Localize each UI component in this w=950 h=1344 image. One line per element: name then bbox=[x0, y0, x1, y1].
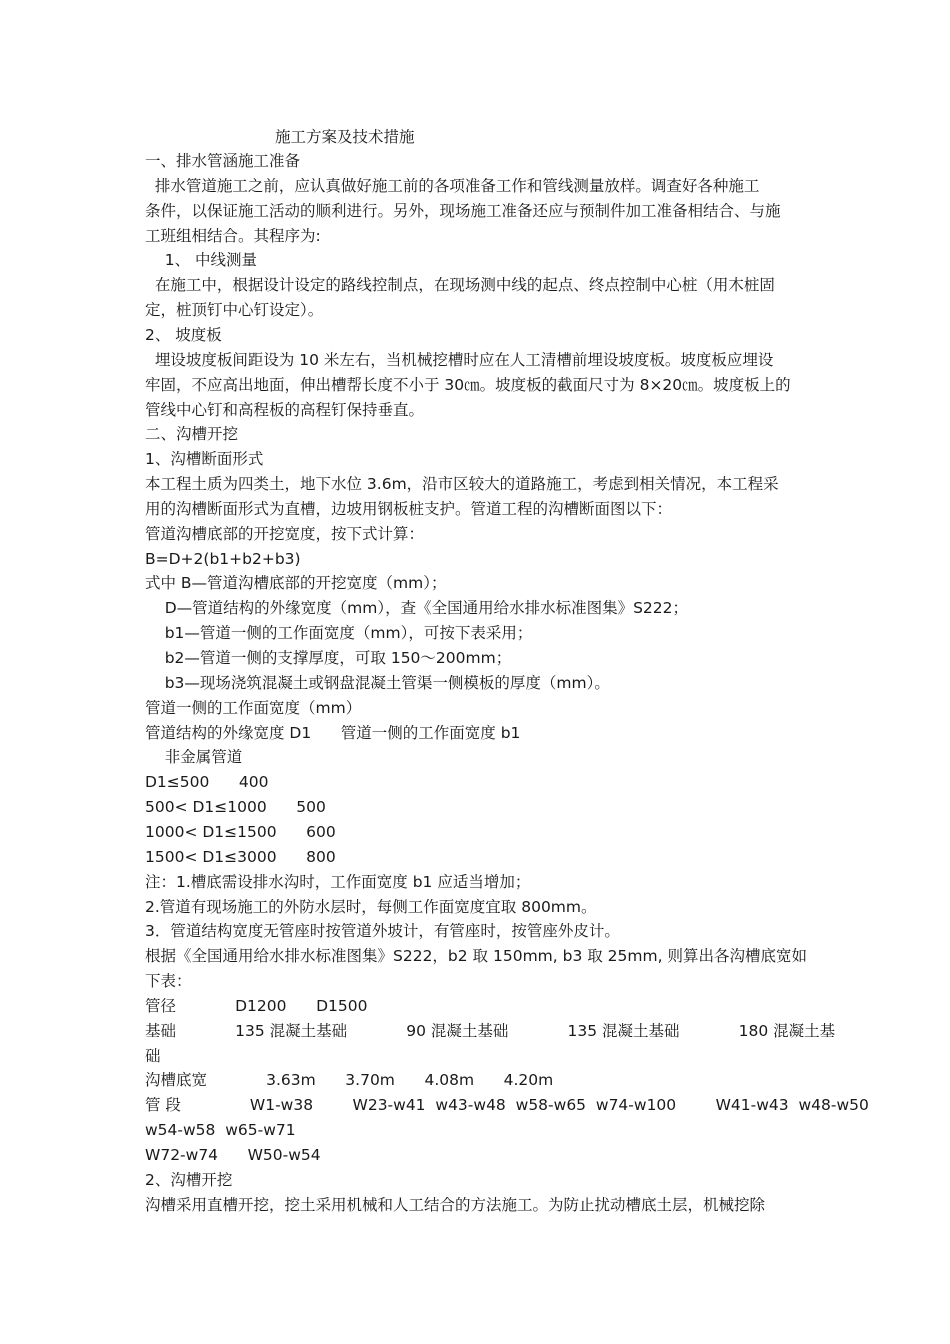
text-line: 1000< D1≤1500 600 bbox=[145, 822, 336, 841]
text-line: 1、沟槽断面形式 bbox=[145, 450, 264, 469]
text-line: 基础 135 混凝土基础 90 混凝土基础 135 混凝土基础 180 混凝土基 bbox=[145, 1021, 836, 1040]
text-line: 管道结构的外缘宽度 D1 管道一侧的工作面宽度 b1 bbox=[145, 723, 521, 742]
text-line: 2、沟槽开挖 bbox=[145, 1170, 233, 1189]
text-line: W72-w74 W50-w54 bbox=[145, 1146, 321, 1164]
text-line: b3—现场浇筑混凝土或钢盘混凝土管渠一侧模板的厚度（mm）。 bbox=[145, 673, 610, 692]
page-title: 施工方案及技术措施 bbox=[275, 128, 415, 146]
text-line: 式中 B—管道沟槽底部的开挖宽度（mm）； bbox=[145, 574, 447, 593]
text-line: D—管道结构的外缘宽度（mm），查《全国通用给水排水标准图集》S222； bbox=[145, 599, 689, 618]
text-line: 二、沟槽开挖 bbox=[145, 425, 239, 444]
text-line: 下表： bbox=[145, 972, 192, 991]
text-line: 1、 中线测量 bbox=[145, 251, 257, 270]
text-line: 础 bbox=[145, 1046, 161, 1065]
text-line: 非金属管道 bbox=[145, 748, 243, 767]
text-line: 牢固，不应高出地面，伸出槽帮长度不小于 30㎝。坡度板的截面尺寸为 8×20㎝。坡度板上的 bbox=[145, 375, 791, 394]
text-line: 2.管道有现场施工的外防水层时，每侧工作面宽度宜取 800mm。 bbox=[145, 897, 597, 916]
text-line: B=D+2(b1+b2+b3) bbox=[145, 549, 301, 568]
text-line: 3．管道结构宽度无管座时按管道外坡计，有管座时，按管座外皮计。 bbox=[145, 922, 620, 941]
text-line: 沟槽底宽 3.63m 3.70m 4.08m 4.20m bbox=[145, 1071, 554, 1090]
text-line: 2、 坡度板 bbox=[145, 325, 222, 344]
text-line: D1≤500 400 bbox=[145, 773, 269, 792]
text-line: 管道沟槽底部的开挖宽度，按下式计算： bbox=[145, 524, 425, 543]
text-line: 一、排水管涵施工准备 bbox=[145, 152, 301, 170]
text-line: 本工程土质为四类土，地下水位 3.6m，沿市区较大的道路施工，考虑到相关情况，本工程采 bbox=[145, 475, 779, 494]
text-line: 1500< D1≤3000 800 bbox=[145, 847, 336, 866]
text-line: 埋设坡度板间距设为 10 米左右，当机械挖槽时应在人工清槽前埋设坡度板。坡度板应埋设 bbox=[145, 350, 774, 369]
text-line: 管径 D1200 D1500 bbox=[145, 996, 368, 1015]
text-line: 用的沟槽断面形式为直槽，边坡用钢板桩支护。管道工程的沟槽断面图以下： bbox=[145, 499, 673, 518]
text-line: b1—管道一侧的工作面宽度（mm），可按下表采用； bbox=[145, 624, 533, 643]
text-line: 条件，以保证施工活动的顺利进行。另外，现场施工准备还应与预制件加工准备相结合、与施 bbox=[145, 201, 781, 220]
text-line: b2—管道一侧的支撑厚度，可取 150～200mm； bbox=[145, 649, 512, 667]
text-line: 排水管道施工之前，应认真做好施工前的各项准备工作和管线测量放样。调查好各种施工 bbox=[145, 176, 760, 195]
text-line: 在施工中，根据设计设定的路线控制点，在现场测中线的起点、终点控制中心桩（用木桩固 bbox=[145, 276, 775, 295]
text-line: 管道一侧的工作面宽度（mm） bbox=[145, 698, 362, 717]
text-line: 管线中心钉和高程板的高程钉保持垂直。 bbox=[145, 400, 425, 419]
text-line: 管 段 W1-w38 W23-w41 w43-w48 w58-w65 w74-w100 W41-w43 w48-w50 bbox=[145, 1096, 869, 1115]
text-line: 注：1.槽底需设排水沟时，工作面宽度 b1 应适当增加； bbox=[145, 872, 531, 891]
text-line: w54-w58 w65-w71 bbox=[145, 1121, 296, 1140]
text-line: 定，桩顶钉中心钉设定）。 bbox=[145, 301, 324, 320]
text-line: 工班组相结合。其程序为: bbox=[145, 226, 321, 245]
text-line: 根据《全国通用给水排水标准图集》S222，b2 取 150mm, b3 取 25mm, 则算出各沟槽底宽如 bbox=[145, 947, 807, 966]
text-line: 500< D1≤1000 500 bbox=[145, 798, 326, 817]
text-line: 沟槽采用直槽开挖，挖土采用机械和人工结合的方法施工。为防止扰动槽底土层，机械挖除 bbox=[145, 1195, 766, 1214]
